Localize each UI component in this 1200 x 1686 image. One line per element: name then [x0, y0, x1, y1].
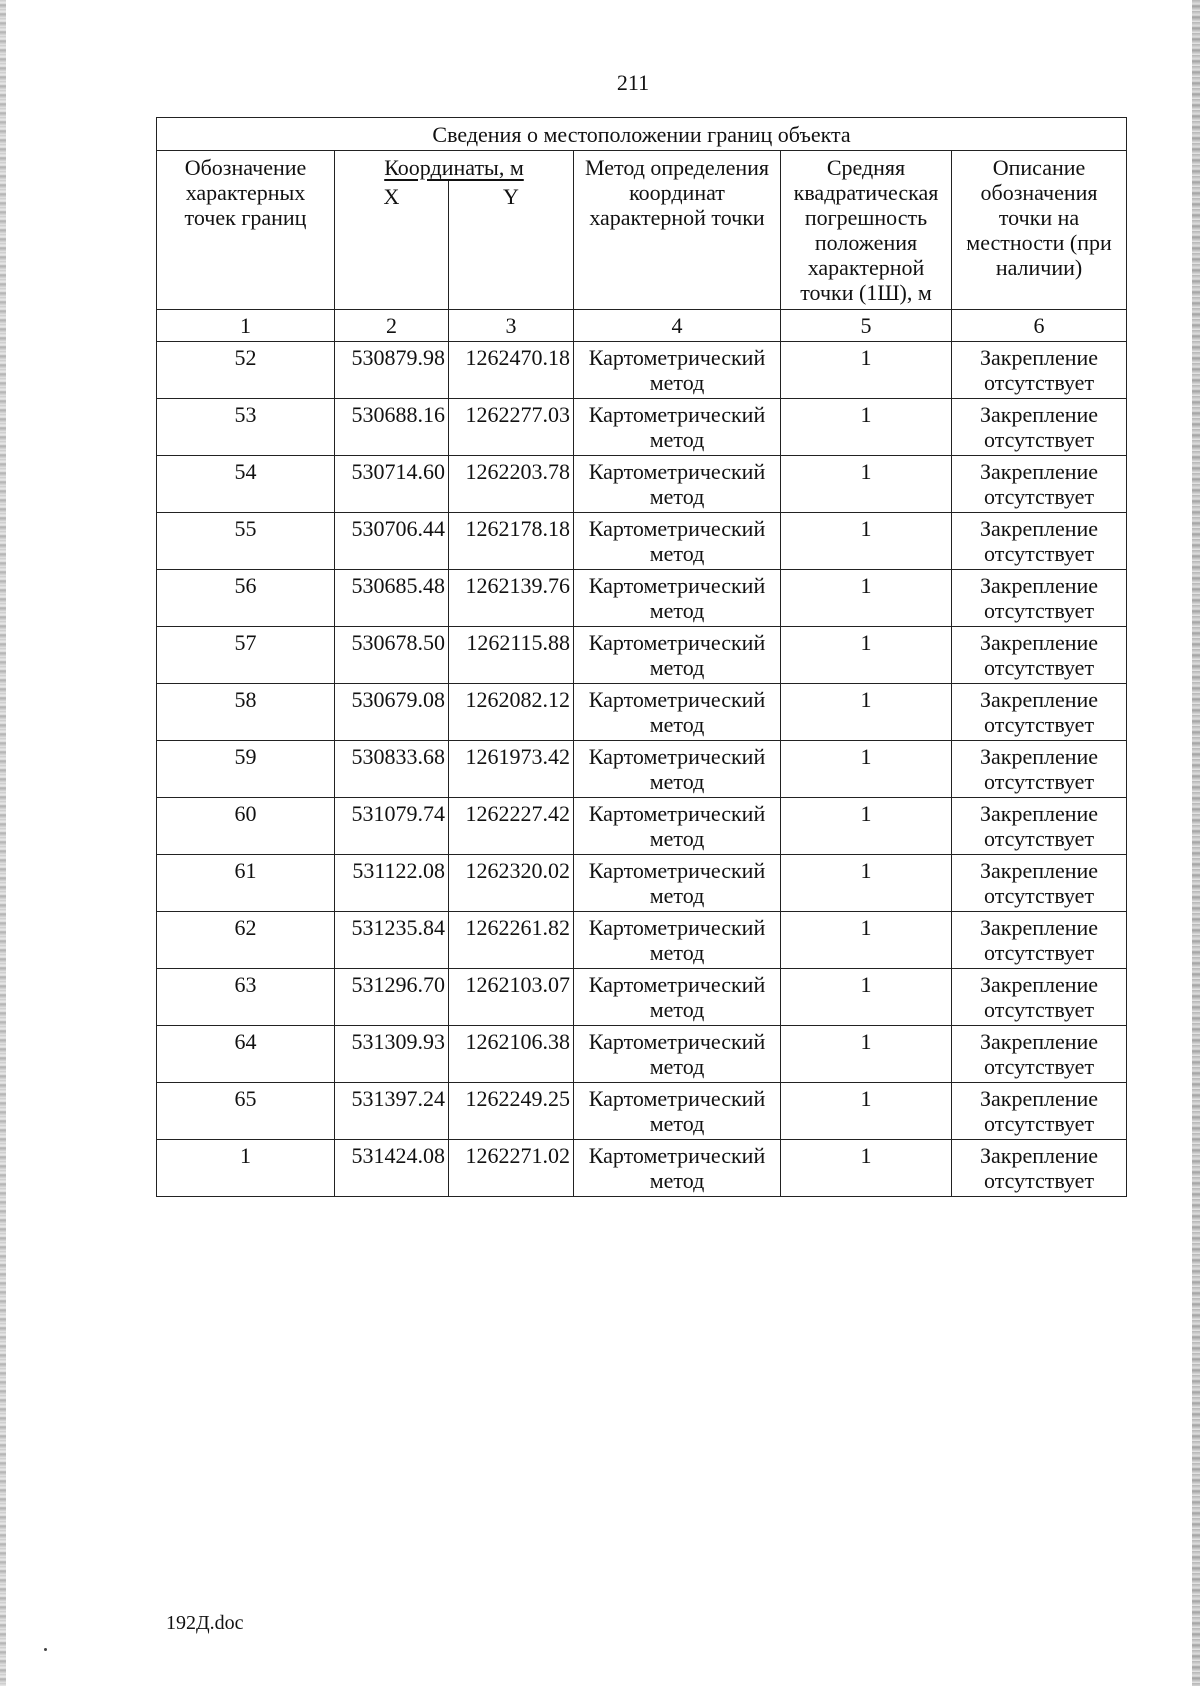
cell-x: 531235.84 — [335, 912, 449, 969]
cell-x: 530833.68 — [335, 741, 449, 798]
cell-y: 1262106.38 — [449, 1026, 574, 1083]
table-row — [157, 627, 1127, 684]
table-row — [157, 570, 1127, 627]
cell-point: 54 — [157, 456, 335, 513]
cell-x: 531309.93 — [335, 1026, 449, 1083]
column-number-cell: 5 — [781, 310, 952, 342]
cell-error: 1 — [781, 399, 952, 456]
cell-error: 1 — [781, 798, 952, 855]
cell-y: 1262203.78 — [449, 456, 574, 513]
column-number-cell: 3 — [449, 310, 574, 342]
cell-description: Закрепление отсутствует — [952, 1026, 1127, 1083]
header-method: Метод определения координат характерной точки — [574, 151, 781, 310]
cell-method: Картометрический метод — [574, 1140, 781, 1197]
cell-method: Картометрический метод — [574, 342, 781, 399]
cell-method: Картометрический метод — [574, 741, 781, 798]
table-row — [157, 969, 1127, 1026]
table-row — [157, 798, 1127, 855]
cell-y: 1262227.42 — [449, 798, 574, 855]
table-row — [157, 912, 1127, 969]
table-body — [157, 342, 1127, 1197]
table-row — [157, 741, 1127, 798]
boundary-coordinates-table — [156, 117, 1127, 1197]
cell-description: Закрепление отсутствует — [952, 570, 1127, 627]
cell-description: Закрепление отсутствует — [952, 342, 1127, 399]
cell-description: Закрепление отсутствует — [952, 399, 1127, 456]
cell-method: Картометрический метод — [574, 855, 781, 912]
cell-method: Картометрический метод — [574, 798, 781, 855]
cell-description: Закрепление отсутствует — [952, 798, 1127, 855]
cell-description: Закрепление отсутствует — [952, 1083, 1127, 1140]
column-number-row — [157, 310, 1127, 342]
cell-description: Закрепление отсутствует — [952, 456, 1127, 513]
cell-error: 1 — [781, 741, 952, 798]
cell-x: 530688.16 — [335, 399, 449, 456]
cell-error: 1 — [781, 627, 952, 684]
cell-method: Картометрический метод — [574, 684, 781, 741]
cell-y: 1262178.18 — [449, 513, 574, 570]
cell-error: 1 — [781, 513, 952, 570]
cell-y: 1262103.07 — [449, 969, 574, 1026]
header-point: Обозначение характерных точек границ — [157, 151, 335, 310]
cell-x: 531397.24 — [335, 1083, 449, 1140]
cell-point: 1 — [157, 1140, 335, 1197]
cell-point: 55 — [157, 513, 335, 570]
cell-method: Картометрический метод — [574, 1026, 781, 1083]
cell-method: Картометрический метод — [574, 627, 781, 684]
cell-method: Картометрический метод — [574, 456, 781, 513]
cell-error: 1 — [781, 855, 952, 912]
cell-y: 1262139.76 — [449, 570, 574, 627]
cell-y: 1262249.25 — [449, 1083, 574, 1140]
cell-point: 53 — [157, 399, 335, 456]
cell-description: Закрепление отсутствует — [952, 741, 1127, 798]
cell-description: Закрепление отсутствует — [952, 855, 1127, 912]
header-description: Описание обозначения точки на местности (при наличии) — [952, 151, 1127, 310]
cell-error: 1 — [781, 684, 952, 741]
cell-x: 530879.98 — [335, 342, 449, 399]
table-row — [157, 684, 1127, 741]
cell-error: 1 — [781, 342, 952, 399]
cell-error: 1 — [781, 1026, 952, 1083]
cell-method: Картометрический метод — [574, 1083, 781, 1140]
page-number: 211 — [616, 70, 650, 95]
scan-speck — [44, 1648, 47, 1651]
column-number-cell: 6 — [952, 310, 1127, 342]
cell-method: Картометрический метод — [574, 399, 781, 456]
cell-method: Картометрический метод — [574, 912, 781, 969]
cell-point: 58 — [157, 684, 335, 741]
cell-x: 531079.74 — [335, 798, 449, 855]
cell-error: 1 — [781, 1083, 952, 1140]
table-caption: Сведения о местоположении границ объекта — [157, 118, 1127, 151]
cell-x: 530714.60 — [335, 456, 449, 513]
header-y: Y — [449, 180, 574, 310]
cell-x: 530685.48 — [335, 570, 449, 627]
table-row — [157, 342, 1127, 399]
cell-point: 59 — [157, 741, 335, 798]
cell-point: 65 — [157, 1083, 335, 1140]
cell-description: Закрепление отсутствует — [952, 912, 1127, 969]
cell-point: 60 — [157, 798, 335, 855]
column-number-cell: 1 — [157, 310, 335, 342]
cell-description: Закрепление отсутствует — [952, 969, 1127, 1026]
cell-y: 1261973.42 — [449, 741, 574, 798]
cell-y: 1262271.02 — [449, 1140, 574, 1197]
table-row — [157, 1140, 1127, 1197]
table-row — [157, 399, 1127, 456]
header-coordinates-label: Координаты, м — [384, 155, 524, 180]
table-row — [157, 1026, 1127, 1083]
header-error: Средняя квадратическая погрешность положения характерной точки (1Ш), м — [781, 151, 952, 310]
cell-method: Картометрический метод — [574, 513, 781, 570]
column-number-cell: 4 — [574, 310, 781, 342]
cell-y: 1262470.18 — [449, 342, 574, 399]
cell-error: 1 — [781, 456, 952, 513]
header-x: X — [335, 180, 449, 310]
header-coordinates — [335, 151, 574, 181]
cell-point: 56 — [157, 570, 335, 627]
scan-edge-left — [0, 0, 6, 1686]
footer-file-name: 192Д.doc — [166, 1612, 244, 1634]
cell-x: 530706.44 — [335, 513, 449, 570]
cell-x: 530679.08 — [335, 684, 449, 741]
cell-description: Закрепление отсутствует — [952, 627, 1127, 684]
cell-point: 61 — [157, 855, 335, 912]
cell-method: Картометрический метод — [574, 570, 781, 627]
cell-x: 531122.08 — [335, 855, 449, 912]
cell-error: 1 — [781, 969, 952, 1026]
table-row — [157, 456, 1127, 513]
cell-x: 531424.08 — [335, 1140, 449, 1197]
cell-x: 531296.70 — [335, 969, 449, 1026]
cell-y: 1262261.82 — [449, 912, 574, 969]
cell-method: Картометрический метод — [574, 969, 781, 1026]
cell-point: 57 — [157, 627, 335, 684]
cell-error: 1 — [781, 570, 952, 627]
cell-error: 1 — [781, 912, 952, 969]
cell-description: Закрепление отсутствует — [952, 513, 1127, 570]
cell-y: 1262082.12 — [449, 684, 574, 741]
cell-error: 1 — [781, 1140, 952, 1197]
scan-edge-right — [1192, 0, 1200, 1686]
cell-point: 52 — [157, 342, 335, 399]
cell-x: 530678.50 — [335, 627, 449, 684]
cell-point: 63 — [157, 969, 335, 1026]
cell-y: 1262277.03 — [449, 399, 574, 456]
column-number-cell: 2 — [335, 310, 449, 342]
table-row — [157, 855, 1127, 912]
table-row — [157, 1083, 1127, 1140]
cell-description: Закрепление отсутствует — [952, 684, 1127, 741]
table-row — [157, 513, 1127, 570]
cell-y: 1262115.88 — [449, 627, 574, 684]
cell-description: Закрепление отсутствует — [952, 1140, 1127, 1197]
cell-point: 64 — [157, 1026, 335, 1083]
cell-y: 1262320.02 — [449, 855, 574, 912]
cell-point: 62 — [157, 912, 335, 969]
